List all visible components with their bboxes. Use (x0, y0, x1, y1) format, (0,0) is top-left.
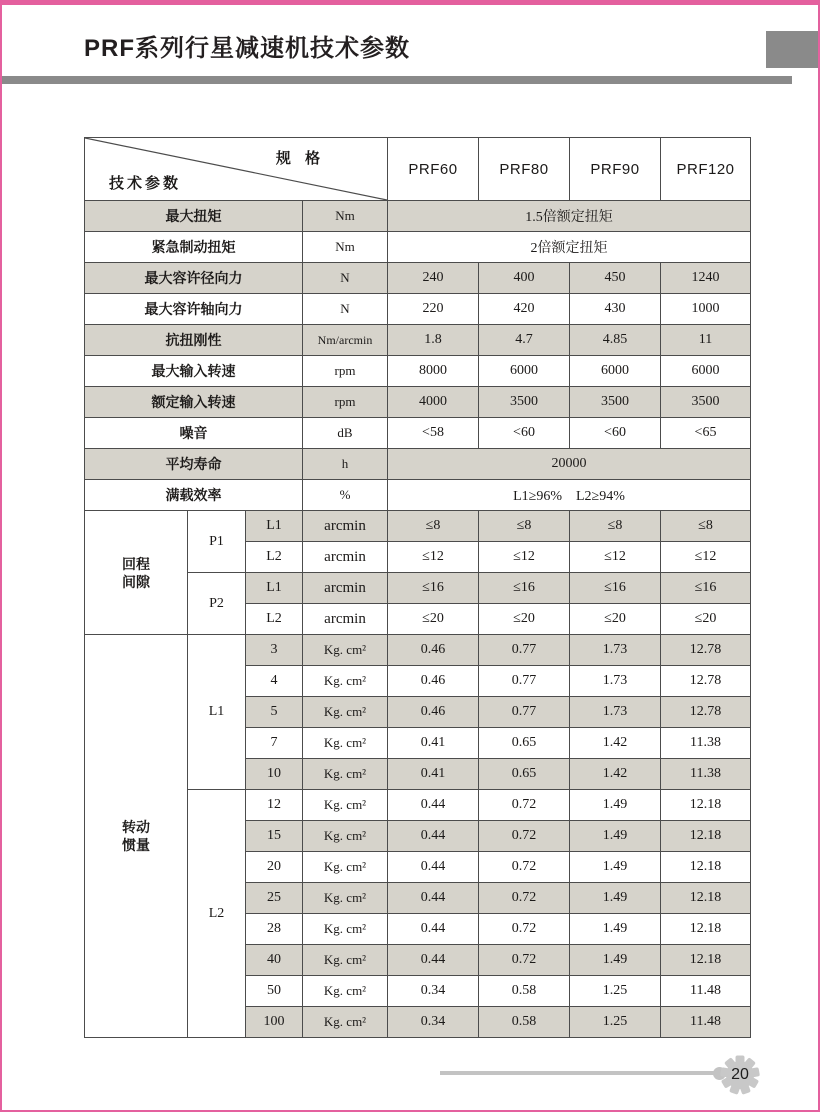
value-cell: ≤8 (479, 511, 570, 542)
value-cell: 1.73 (570, 635, 661, 666)
value-cell: 4000 (388, 387, 479, 418)
corner-label-params: 技术参数 (109, 175, 182, 192)
param-unit: % (303, 480, 388, 511)
value-cell: 12.18 (661, 945, 751, 976)
param-unit: Kg. cm² (303, 945, 388, 976)
grade-label: P2 (188, 573, 246, 635)
param-unit: Kg. cm² (303, 728, 388, 759)
value-cell: 0.44 (388, 945, 479, 976)
value-cell: 0.34 (388, 976, 479, 1007)
value-cell: 220 (388, 294, 479, 325)
value-cell: 12.78 (661, 697, 751, 728)
value-cell: 0.44 (388, 821, 479, 852)
value-cell: 0.65 (479, 759, 570, 790)
section-label-inertia: 转动 惯量 (85, 635, 188, 1038)
param-name: 满载效率 (85, 480, 303, 511)
value-cell: 4.85 (570, 325, 661, 356)
ratio-cell: 15 (246, 821, 303, 852)
param-unit: Kg. cm² (303, 790, 388, 821)
param-name: 最大容许轴向力 (85, 294, 303, 325)
value-cell: 0.72 (479, 790, 570, 821)
value-cell: 0.46 (388, 697, 479, 728)
value-cell: 1.49 (570, 790, 661, 821)
value-cell: 0.44 (388, 852, 479, 883)
ratio-cell: 4 (246, 666, 303, 697)
value-cell: 3500 (661, 387, 751, 418)
value-cell: 0.72 (479, 821, 570, 852)
param-name: 紧急制动扭矩 (85, 232, 303, 263)
value-cell: ≤16 (661, 573, 751, 604)
value-cell: 6000 (570, 356, 661, 387)
param-unit: Kg. cm² (303, 976, 388, 1007)
value-cell: 1.49 (570, 945, 661, 976)
value-cell: 420 (479, 294, 570, 325)
param-unit: Nm (303, 232, 388, 263)
value-cell: 1.49 (570, 821, 661, 852)
ratio-cell: 7 (246, 728, 303, 759)
value-cell: 11 (661, 325, 751, 356)
ratio-cell: 40 (246, 945, 303, 976)
ratio-cell: 28 (246, 914, 303, 945)
value-cell: ≤8 (570, 511, 661, 542)
value-cell: ≤20 (661, 604, 751, 635)
value-cell: 1.49 (570, 914, 661, 945)
value-cell: 1.25 (570, 976, 661, 1007)
param-name: 最大输入转速 (85, 356, 303, 387)
value-cell: 0.41 (388, 728, 479, 759)
value-cell: ≤8 (661, 511, 751, 542)
level-group-label: L1 (188, 635, 246, 790)
param-unit: Kg. cm² (303, 635, 388, 666)
value-cell: 12.18 (661, 790, 751, 821)
value-cell: 12.78 (661, 666, 751, 697)
param-unit: Nm (303, 201, 388, 232)
value-cell: 6000 (479, 356, 570, 387)
param-unit: N (303, 294, 388, 325)
value-cell: 11.48 (661, 1007, 751, 1038)
param-unit: rpm (303, 387, 388, 418)
ratio-cell: 25 (246, 883, 303, 914)
level-label: L2 (246, 604, 303, 635)
value-merged: 20000 (388, 449, 751, 480)
grade-label: P1 (188, 511, 246, 573)
corner-label-spec: 规 格 (275, 150, 325, 167)
value-cell: 3500 (479, 387, 570, 418)
level-label: L1 (246, 511, 303, 542)
value-cell: 0.77 (479, 697, 570, 728)
ratio-cell: 12 (246, 790, 303, 821)
value-cell: 11.38 (661, 728, 751, 759)
value-cell: 0.72 (479, 883, 570, 914)
value-cell: 0.72 (479, 914, 570, 945)
value-cell: 0.58 (479, 976, 570, 1007)
value-cell: 11.38 (661, 759, 751, 790)
value-cell: 0.44 (388, 790, 479, 821)
value-cell: ≤20 (479, 604, 570, 635)
param-unit: Kg. cm² (303, 666, 388, 697)
value-cell: ≤16 (388, 573, 479, 604)
value-cell: 0.46 (388, 666, 479, 697)
value-cell: ≤12 (661, 542, 751, 573)
param-name: 最大容许径向力 (85, 263, 303, 294)
param-unit: Nm/arcmin (303, 325, 388, 356)
value-cell: 400 (479, 263, 570, 294)
value-cell: ≤12 (570, 542, 661, 573)
value-cell: 12.78 (661, 635, 751, 666)
value-merged: 2倍额定扭矩 (388, 232, 751, 263)
value-cell: 0.58 (479, 1007, 570, 1038)
param-unit: Kg. cm² (303, 883, 388, 914)
value-cell: 0.34 (388, 1007, 479, 1038)
value-cell: 8000 (388, 356, 479, 387)
param-name: 额定输入转速 (85, 387, 303, 418)
param-unit: Kg. cm² (303, 697, 388, 728)
value-cell: 12.18 (661, 821, 751, 852)
value-cell: 11.48 (661, 976, 751, 1007)
value-cell: 1.42 (570, 728, 661, 759)
value-cell: 0.46 (388, 635, 479, 666)
page-title: PRF系列行星减速机技术参数 (84, 35, 410, 62)
param-unit: N (303, 263, 388, 294)
level-label: L1 (246, 573, 303, 604)
model-header: PRF80 (479, 138, 570, 201)
value-cell: 0.41 (388, 759, 479, 790)
value-cell: <60 (570, 418, 661, 449)
value-cell: 450 (570, 263, 661, 294)
gear-icon (719, 1054, 761, 1096)
value-cell: 240 (388, 263, 479, 294)
value-cell: 1.42 (570, 759, 661, 790)
value-merged: L1≥96% L2≥94% (388, 480, 751, 511)
value-cell: ≤20 (388, 604, 479, 635)
value-cell: ≤20 (570, 604, 661, 635)
value-cell: 0.44 (388, 883, 479, 914)
ratio-cell: 5 (246, 697, 303, 728)
value-cell: 0.44 (388, 914, 479, 945)
page-number: 20 (731, 1066, 749, 1083)
value-cell: 1.49 (570, 852, 661, 883)
value-cell: ≤8 (388, 511, 479, 542)
value-cell: <58 (388, 418, 479, 449)
param-name: 抗扭刚性 (85, 325, 303, 356)
value-cell: 0.77 (479, 666, 570, 697)
corner-cell (85, 138, 388, 201)
param-unit: arcmin (303, 542, 388, 573)
value-cell: <65 (661, 418, 751, 449)
value-cell: 3500 (570, 387, 661, 418)
param-unit: arcmin (303, 511, 388, 542)
value-cell: ≤16 (570, 573, 661, 604)
param-unit: Kg. cm² (303, 914, 388, 945)
param-unit: Kg. cm² (303, 852, 388, 883)
section-label-backlash: 回程 间隙 (85, 511, 188, 635)
param-unit: h (303, 449, 388, 480)
page-border-top (0, 0, 820, 5)
ratio-cell: 10 (246, 759, 303, 790)
param-unit: rpm (303, 356, 388, 387)
value-cell: 12.18 (661, 852, 751, 883)
value-cell: 12.18 (661, 883, 751, 914)
value-cell: 0.72 (479, 852, 570, 883)
page-border-left (0, 0, 2, 1112)
value-cell: 1.73 (570, 666, 661, 697)
level-group-label: L2 (188, 790, 246, 1038)
value-cell: 1.73 (570, 697, 661, 728)
param-name: 噪音 (85, 418, 303, 449)
param-name: 最大扭矩 (85, 201, 303, 232)
ratio-cell: 50 (246, 976, 303, 1007)
value-merged: 1.5倍额定扭矩 (388, 201, 751, 232)
value-cell: <60 (479, 418, 570, 449)
model-header: PRF90 (570, 138, 661, 201)
param-unit: arcmin (303, 573, 388, 604)
ratio-cell: 100 (246, 1007, 303, 1038)
value-cell: 12.18 (661, 914, 751, 945)
param-unit: Kg. cm² (303, 821, 388, 852)
value-cell: ≤16 (479, 573, 570, 604)
header-accent-block (766, 31, 818, 68)
param-unit: dB (303, 418, 388, 449)
footer-rule (440, 1071, 718, 1075)
value-cell: 430 (570, 294, 661, 325)
value-cell: 6000 (661, 356, 751, 387)
ratio-cell: 3 (246, 635, 303, 666)
model-header: PRF120 (661, 138, 751, 201)
value-cell: 4.7 (479, 325, 570, 356)
ratio-cell: 20 (246, 852, 303, 883)
param-unit: arcmin (303, 604, 388, 635)
value-cell: 1.49 (570, 883, 661, 914)
value-cell: 1.25 (570, 1007, 661, 1038)
value-cell: 0.77 (479, 635, 570, 666)
value-cell: 1240 (661, 263, 751, 294)
value-cell: ≤12 (479, 542, 570, 573)
model-header: PRF60 (388, 138, 479, 201)
spec-table (84, 137, 751, 1038)
value-cell: 1.8 (388, 325, 479, 356)
param-unit: Kg. cm² (303, 1007, 388, 1038)
value-cell: 0.72 (479, 945, 570, 976)
title-underline-bar (2, 76, 792, 84)
param-name: 平均寿命 (85, 449, 303, 480)
param-unit: Kg. cm² (303, 759, 388, 790)
level-label: L2 (246, 542, 303, 573)
value-cell: 0.65 (479, 728, 570, 759)
value-cell: 1000 (661, 294, 751, 325)
value-cell: ≤12 (388, 542, 479, 573)
